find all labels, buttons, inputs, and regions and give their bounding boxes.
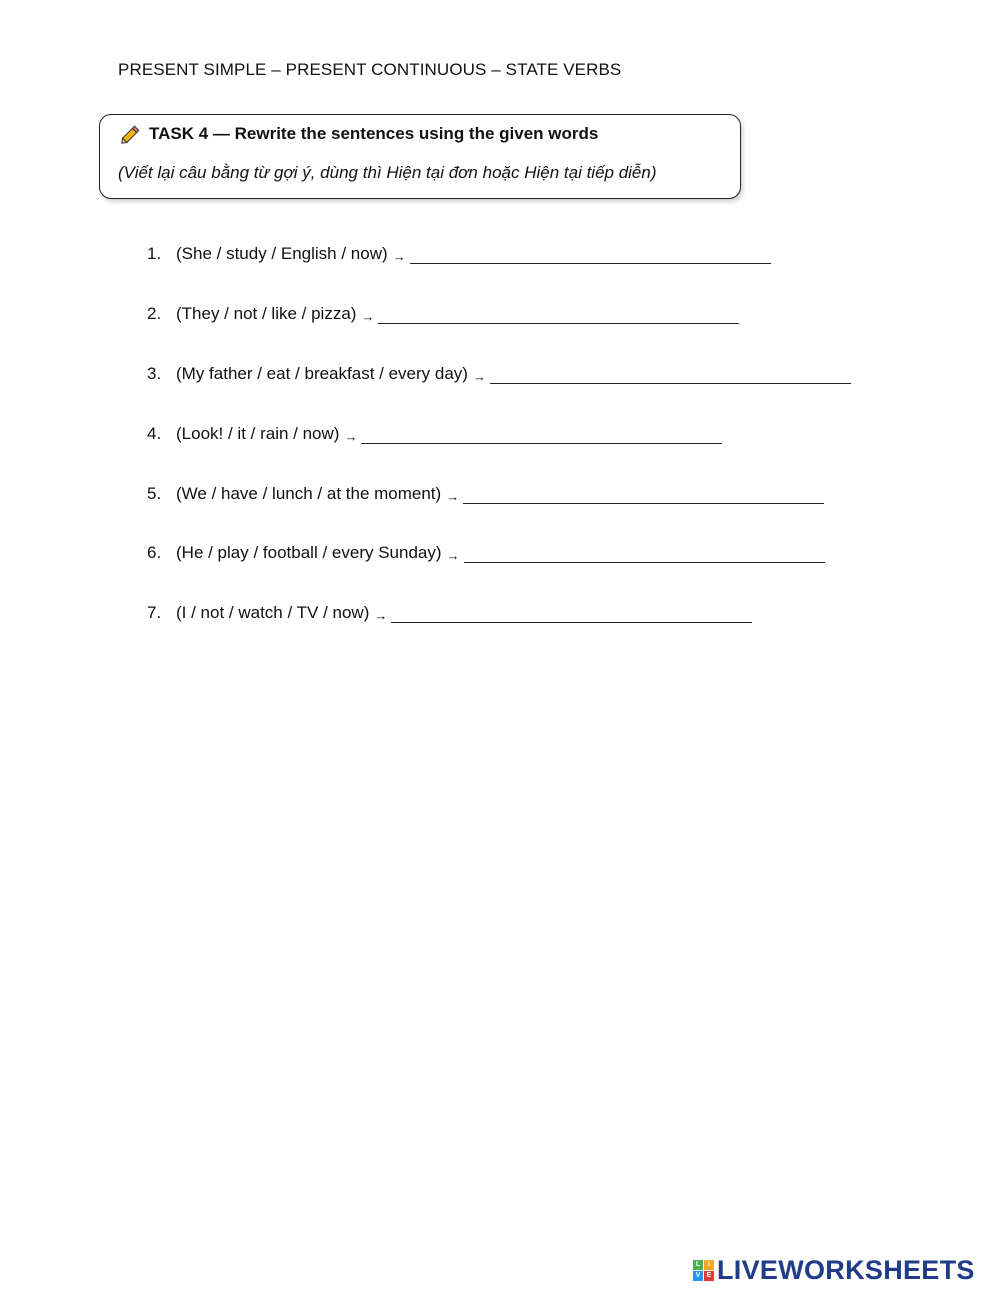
- exercise-item-2: [147, 304, 739, 324]
- arrow-icon: →: [446, 489, 460, 504]
- arrow-icon: →: [446, 548, 460, 563]
- item-number: 6.: [147, 543, 162, 562]
- answer-line[interactable]: [378, 305, 739, 324]
- item-number: 2.: [147, 304, 162, 323]
- logo-icon: [693, 1260, 714, 1281]
- exercise-item-7: [147, 603, 752, 623]
- page-title: PRESENT SIMPLE – PRESENT CONTINUOUS – STATE VERBS: [118, 60, 622, 79]
- item-prompt: (I / not / watch / TV / now): [176, 603, 370, 622]
- pencil-icon: [119, 122, 143, 146]
- arrow-icon: →: [392, 249, 406, 264]
- answer-line[interactable]: [410, 245, 771, 264]
- item-number: 7.: [147, 603, 162, 622]
- exercise-item-3: [147, 364, 851, 384]
- item-prompt: (We / have / lunch / at the moment): [176, 484, 442, 503]
- item-prompt: (She / study / English / now): [176, 244, 388, 263]
- answer-line[interactable]: [463, 485, 824, 504]
- exercise-item-5: [147, 484, 824, 504]
- logo-text: LIVEWORKSHEETS: [717, 1255, 975, 1285]
- item-number: 3.: [147, 364, 162, 383]
- task-instruction-box: [99, 114, 741, 199]
- arrow-icon: →: [374, 608, 388, 623]
- item-prompt: (He / play / football / every Sunday): [176, 543, 442, 562]
- arrow-icon: →: [344, 429, 358, 444]
- logo-letter-v: V: [693, 1271, 703, 1281]
- logo-letter-e: E: [704, 1271, 714, 1281]
- exercise-item-6: [147, 543, 825, 563]
- exercise-item-4: [147, 424, 722, 444]
- answer-line[interactable]: [391, 604, 752, 623]
- logo-letter-l: L: [693, 1260, 703, 1270]
- task-heading: [119, 122, 598, 146]
- task-subtitle: (Viết lại câu bằng từ gợi ý, dùng thì Hiện tại đơn hoặc Hiện tại tiếp diễn): [118, 163, 657, 182]
- item-prompt: (My father / eat / breakfast / every day): [176, 364, 468, 383]
- liveworksheets-logo: [693, 1255, 975, 1286]
- answer-line[interactable]: [490, 365, 851, 384]
- item-number: 5.: [147, 484, 162, 503]
- arrow-icon: →: [472, 369, 486, 384]
- item-prompt: (Look! / it / rain / now): [176, 424, 340, 443]
- exercise-item-1: [147, 244, 771, 264]
- item-number: 1.: [147, 244, 162, 263]
- item-prompt: (They / not / like / pizza): [176, 304, 357, 323]
- task-heading-text: TASK 4 — Rewrite the sentences using the given words: [149, 124, 599, 143]
- answer-line[interactable]: [361, 425, 722, 444]
- item-number: 4.: [147, 424, 162, 443]
- logo-letter-i: I: [704, 1260, 714, 1270]
- arrow-icon: →: [361, 309, 375, 324]
- answer-line[interactable]: [464, 544, 825, 563]
